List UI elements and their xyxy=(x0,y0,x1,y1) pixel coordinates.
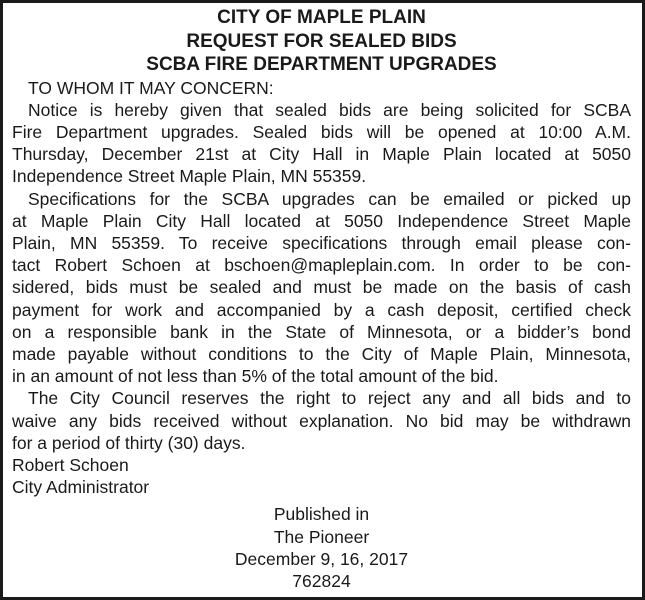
published-in: Published in xyxy=(273,504,370,525)
paragraph-line: Plain, MN 55359. To receive specifications through email please con- xyxy=(12,232,631,253)
paragraph-line: in an amount of not less than 5% of the total amount of the bid. xyxy=(12,366,499,387)
paragraph-line: sidered, bids must be sealed and must be made on the basis of cash xyxy=(12,277,631,298)
paragraph-line: Independence Street Maple Plain, MN 55359. xyxy=(12,166,367,187)
paragraph-line: payment for work and accompanied by a cash deposit, certified check xyxy=(12,299,631,320)
publication-info xyxy=(12,503,631,592)
publication-dates: December 9, 16, 2017 xyxy=(234,548,409,569)
paragraph-line: made payable without conditions to the City of Maple Plain, Minnesota, xyxy=(12,343,631,364)
paragraph-line: for a period of thirty (30) days. xyxy=(12,432,246,453)
notice-title xyxy=(12,6,631,77)
paragraph-line: Thursday, December 21st at City Hall in Maple Plain located at 5050 xyxy=(12,144,631,165)
salutation: TO WHOM IT MAY CONCERN: xyxy=(28,77,274,98)
paragraph-line: on a responsible bank in the State of Minnesota, or a bidder’s bond xyxy=(12,321,631,342)
paragraph-line: Fire Department upgrades. Sealed bids will be opened at 10:00 A.M. xyxy=(12,121,631,142)
legal-notice xyxy=(12,6,631,592)
paragraph-line: tact Robert Schoen at bschoen@mapleplain.com. In order to be con- xyxy=(12,255,631,276)
title-line: SCBA FIRE DEPARTMENT UPGRADES xyxy=(146,54,497,75)
paragraph-line: Specifications for the SCBA upgrades can be emailed or picked up xyxy=(28,188,631,209)
notice-body xyxy=(12,99,631,454)
notice-number: 762824 xyxy=(292,570,351,591)
paragraph-line: The City Council reserves the right to reject any and all bids and to xyxy=(28,388,631,409)
newspaper-name: The Pioneer xyxy=(273,526,370,547)
paragraph xyxy=(12,387,631,454)
paragraph xyxy=(12,99,631,188)
title-line: REQUEST FOR SEALED BIDS xyxy=(186,30,457,52)
signature-title: City Administrator xyxy=(12,477,150,498)
signature-name: Robert Schoen xyxy=(12,454,129,475)
paragraph-line: Notice is hereby given that sealed bids are being solicited for SCBA xyxy=(28,99,631,120)
title-line: CITY OF MAPLE PLAIN xyxy=(217,7,426,28)
paragraph xyxy=(12,188,631,388)
paragraph-line: waive any bids received without explanation. No bid may be withdrawn xyxy=(12,410,631,431)
paragraph-line: at Maple Plain City Hall located at 5050 Independence Street Maple xyxy=(12,210,631,231)
